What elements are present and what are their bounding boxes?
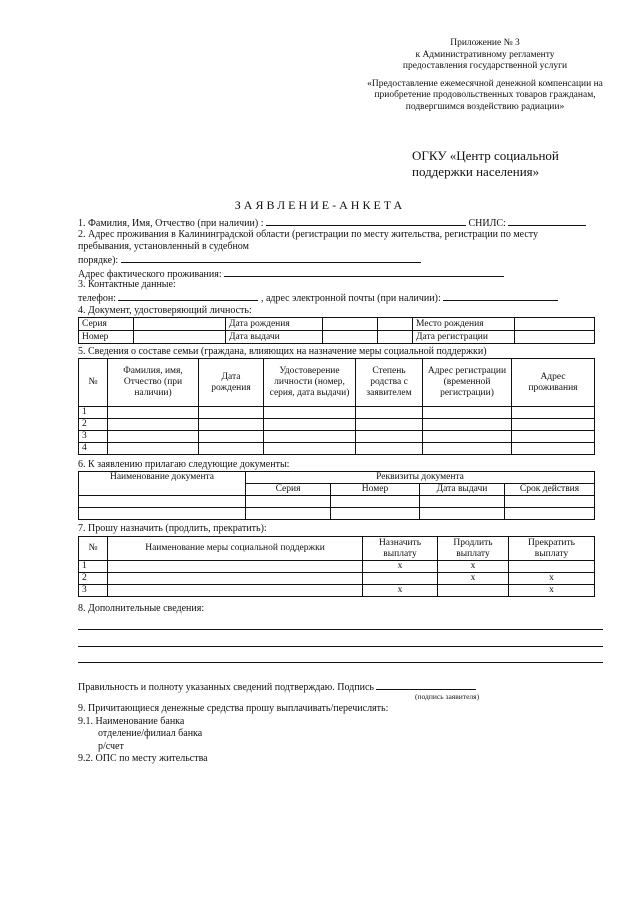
row-number: 1: [79, 561, 108, 573]
series-label: Серия: [79, 318, 134, 331]
section-7-label: 7. Прошу назначить (продлить, прекратить):: [78, 523, 267, 534]
cell[interactable]: [420, 508, 505, 520]
col-living-address: Адрес проживания: [512, 359, 595, 407]
section-3: [78, 279, 618, 305]
cell[interactable]: [108, 431, 199, 443]
empty-cell: [378, 318, 413, 331]
appendix-line: «Предоставление ежемесячной денежной компенсации на: [367, 78, 603, 89]
birth-place-label: Место рождения: [413, 318, 515, 331]
cell[interactable]: [79, 508, 246, 520]
col-series: Серия: [246, 484, 331, 496]
cell[interactable]: [199, 443, 264, 455]
empty-cell: [378, 331, 413, 344]
cell[interactable]: [108, 419, 199, 431]
reg-date-label: Дата регистрации: [413, 331, 515, 344]
additional-info-line[interactable]: [78, 662, 603, 663]
col-validity: Срок действия: [505, 484, 595, 496]
birth-place-cell[interactable]: [515, 318, 595, 331]
number-label: Номер: [79, 331, 134, 344]
cell[interactable]: [420, 496, 505, 508]
cell[interactable]: [264, 419, 356, 431]
family-table: [78, 358, 595, 455]
col-assign: Назначить выплату: [363, 537, 438, 561]
address-label: пребывания, установленный в судебном: [78, 241, 249, 252]
col-stop: Прекратить выплату: [509, 537, 595, 561]
snils-label: СНИЛС:: [468, 218, 506, 229]
identity-document-table: [78, 317, 595, 344]
appendix-header: [350, 38, 620, 113]
extend-mark[interactable]: [438, 585, 509, 597]
cell[interactable]: [108, 561, 363, 573]
table-row: [79, 585, 595, 597]
cell[interactable]: [199, 419, 264, 431]
cell[interactable]: [108, 407, 199, 419]
col-relation: Степень родства с заявителем: [356, 359, 423, 407]
extend-mark[interactable]: х: [438, 573, 509, 585]
cell[interactable]: [199, 431, 264, 443]
section-5-label: 5. Сведения о составе семьи (граждана, влияющих на назначение меры социальной поддержки): [78, 346, 487, 357]
cell[interactable]: [331, 496, 420, 508]
stop-mark[interactable]: [509, 561, 595, 573]
appendix-line: приобретение продовольственных товаров гражданам,: [374, 90, 596, 100]
additional-info-line[interactable]: [78, 646, 603, 647]
row-number: 3: [79, 431, 108, 443]
issue-date-label: Дата выдачи: [226, 331, 323, 344]
cell[interactable]: [199, 407, 264, 419]
appendix-number: Приложение № 3: [450, 38, 520, 48]
table-row: [79, 407, 595, 419]
stop-mark[interactable]: х: [509, 573, 595, 585]
section-4-label: 4. Документ, удостоверяющий личность:: [78, 305, 252, 316]
bank-name-label: 9.1. Наименование банка: [78, 715, 185, 727]
documents-table: [78, 471, 595, 520]
cell[interactable]: [331, 508, 420, 520]
org-line: ОГКУ «Центр социальной: [412, 148, 559, 163]
reg-date-cell[interactable]: [515, 331, 595, 344]
signature-field[interactable]: [376, 680, 476, 690]
contacts-label: 3. Контактные данные:: [78, 279, 176, 290]
cell[interactable]: [356, 407, 423, 419]
table-row: [79, 508, 595, 520]
row-number: 3: [79, 585, 108, 597]
col-number: Номер: [331, 484, 420, 496]
cell[interactable]: [264, 443, 356, 455]
signature-caption: (подпись заявителя): [415, 692, 480, 701]
cell[interactable]: [512, 407, 595, 419]
appendix-line: к Административному регламенту: [415, 49, 555, 60]
table-row: [79, 496, 595, 508]
cell[interactable]: [505, 496, 595, 508]
row-number: 2: [79, 419, 108, 431]
bank-branch-label: отделение/филиал банка: [98, 728, 203, 739]
series-cell[interactable]: [134, 318, 226, 331]
email-field[interactable]: [443, 291, 558, 301]
col-registration-address: Адрес регистрации (временной регистрации): [423, 359, 512, 407]
section-9: [78, 703, 388, 766]
appendix-line: подвергшимся воздействию радиации»: [405, 101, 565, 112]
ops-label: 9.2. ОПС по месту жительства: [78, 753, 208, 764]
cell[interactable]: [79, 496, 246, 508]
number-cell[interactable]: [134, 331, 226, 344]
extend-mark[interactable]: х: [438, 561, 509, 573]
col-doc-name: Наименование документа: [79, 472, 246, 496]
cell[interactable]: [423, 407, 512, 419]
cell[interactable]: [356, 431, 423, 443]
snils-field[interactable]: [508, 216, 586, 226]
row-number: 4: [79, 443, 108, 455]
section-2: [78, 229, 618, 281]
table-row: [79, 561, 595, 573]
cell[interactable]: [108, 443, 199, 455]
section-1: [78, 216, 618, 230]
email-label: , адрес электронной почты (при наличии):: [260, 293, 441, 304]
org-line: поддержки населения»: [412, 164, 540, 179]
table-row: [79, 573, 595, 585]
cell[interactable]: [356, 419, 423, 431]
phone-field[interactable]: [118, 291, 258, 301]
cell[interactable]: [512, 431, 595, 443]
phone-label: телефон:: [78, 293, 116, 304]
cell[interactable]: [423, 431, 512, 443]
assign-mark[interactable]: х: [363, 585, 438, 597]
col-fio: Фамилия, имя, Отчество (при наличии): [108, 359, 199, 407]
cell[interactable]: [108, 585, 363, 597]
table-row: [79, 443, 595, 455]
cell[interactable]: [264, 431, 356, 443]
birth-date-cell[interactable]: [323, 318, 378, 331]
cell[interactable]: [264, 407, 356, 419]
fio-field[interactable]: [266, 216, 466, 226]
fio-label: 1. Фамилия, Имя, Отчество (при наличии) :: [78, 218, 264, 229]
actual-address-label: Адрес фактического проживания:: [78, 269, 222, 280]
col-requisites: Реквизиты документа: [246, 472, 595, 484]
cell[interactable]: [423, 443, 512, 455]
stop-mark[interactable]: х: [509, 585, 595, 597]
cell[interactable]: [505, 508, 595, 520]
cell[interactable]: [423, 419, 512, 431]
address-label: 2. Адрес проживания в Калининградской области (регистрации по месту жительства, регистрации по месту: [78, 229, 539, 240]
assign-mark[interactable]: х: [363, 561, 438, 573]
actual-address-field[interactable]: [224, 267, 504, 277]
page-title: ЗАЯВЛЕНИЕ-АНКЕТА: [234, 198, 406, 212]
col-number: №: [79, 359, 108, 407]
cell[interactable]: [356, 443, 423, 455]
organization-name: [412, 148, 559, 180]
registration-address-field[interactable]: [121, 253, 421, 263]
assign-mark[interactable]: [363, 573, 438, 585]
col-extend: Продлить выплату: [438, 537, 509, 561]
table-row: [79, 431, 595, 443]
section-8-label: 8. Дополнительные сведения:: [78, 603, 205, 614]
birth-date-label: Дата рождения: [226, 318, 323, 331]
cell[interactable]: [108, 573, 363, 585]
address-label: порядке):: [78, 255, 119, 266]
cell[interactable]: [512, 443, 595, 455]
confirmation-text: Правильность и полноту указанных сведений подтверждаю. Подпись: [78, 682, 374, 693]
bank-account-label: р/счет: [98, 740, 124, 752]
col-issue-date: Дата выдачи: [420, 484, 505, 496]
support-measures-table: [78, 536, 595, 597]
payment-label: 9. Причитающиеся денежные средства прошу выплачивать/перечислять:: [78, 703, 389, 714]
confirmation: [78, 680, 618, 694]
section-6-label: 6. К заявлению прилагаю следующие документы:: [78, 459, 290, 470]
col-measure-name: Наименование меры социальной поддержки: [108, 537, 363, 561]
cell[interactable]: [512, 419, 595, 431]
issue-date-cell[interactable]: [323, 331, 378, 344]
cell[interactable]: [246, 496, 331, 508]
row-number: 1: [79, 407, 108, 419]
col-identity: Удостоверение личности (номер, серия, дата выдачи): [264, 359, 356, 407]
additional-info-line[interactable]: [78, 629, 603, 630]
row-number: 2: [79, 573, 108, 585]
appendix-line: предоставления государственной услуги: [402, 61, 568, 71]
col-birth-date: Дата рождения: [199, 359, 264, 407]
table-row: [79, 419, 595, 431]
col-number: №: [79, 537, 108, 561]
cell[interactable]: [246, 508, 331, 520]
